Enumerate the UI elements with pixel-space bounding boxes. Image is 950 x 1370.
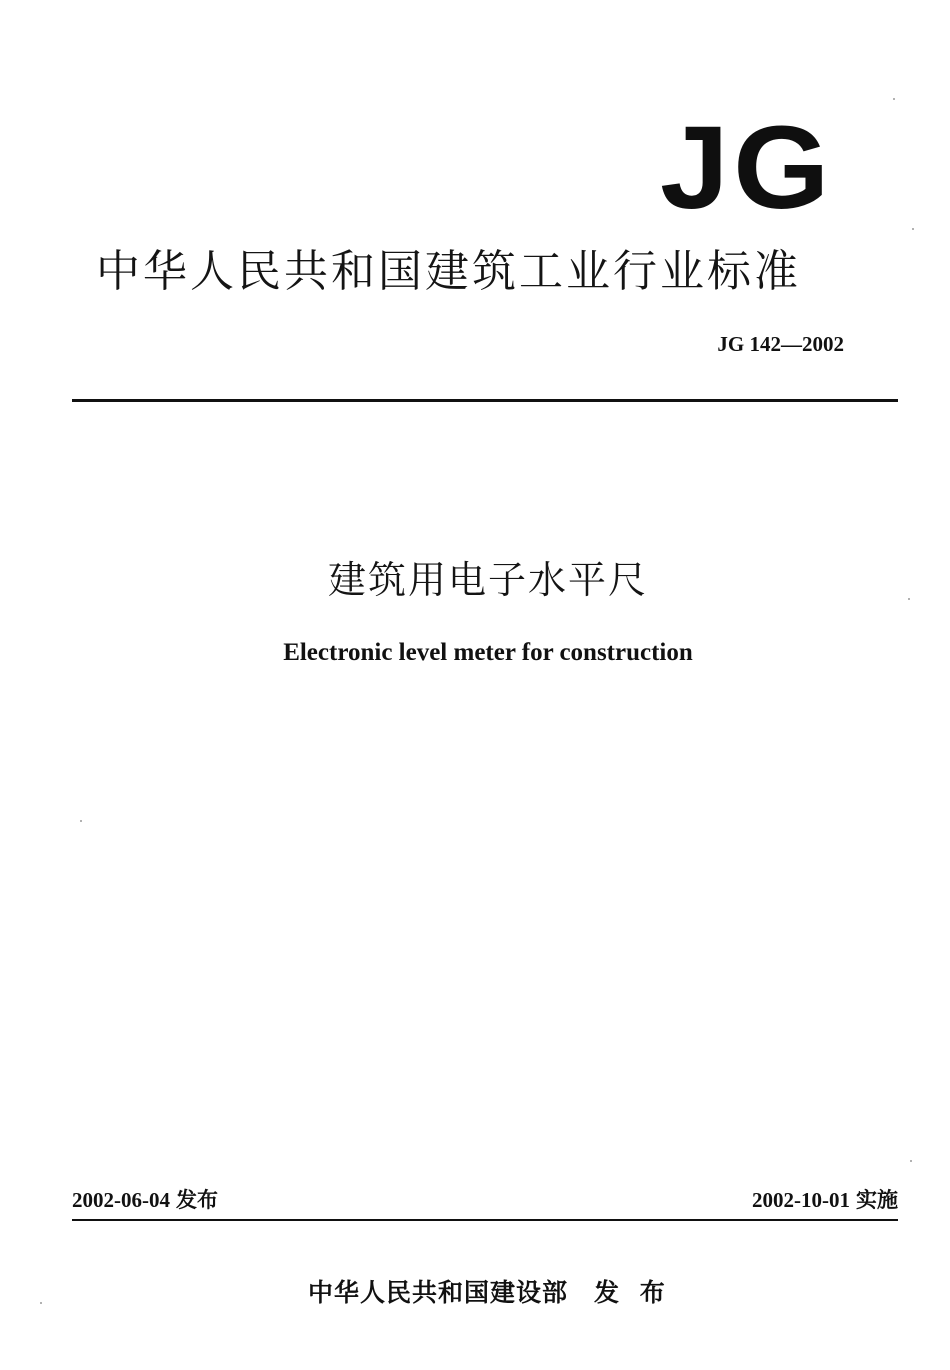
top-divider bbox=[72, 399, 898, 402]
scan-speck bbox=[910, 1160, 912, 1162]
scan-speck bbox=[908, 598, 910, 600]
effective-date: 2002-10-01 bbox=[752, 1188, 850, 1212]
issue-date-block bbox=[72, 1186, 218, 1214]
scan-speck bbox=[893, 98, 895, 100]
issuing-category-title: 中华人民共和国建筑工业行业标准 bbox=[96, 246, 801, 297]
jg-logo: JG bbox=[660, 102, 834, 234]
publisher-line bbox=[308, 1276, 671, 1310]
issue-label: 发布 bbox=[176, 1188, 218, 1212]
document-title-chinese: 建筑用电子水平尺 bbox=[327, 558, 648, 602]
scan-speck bbox=[912, 228, 914, 230]
effective-date-block bbox=[752, 1186, 898, 1214]
issue-date: 2002-06-04 bbox=[72, 1188, 170, 1212]
effective-label: 实施 bbox=[856, 1188, 898, 1212]
publisher-name: 中华人民共和国建设部 bbox=[308, 1278, 569, 1307]
scan-speck bbox=[40, 1302, 42, 1304]
bottom-divider bbox=[72, 1219, 898, 1221]
publisher-label: 发 布 bbox=[594, 1278, 671, 1307]
standard-code: JG 142—2002 bbox=[717, 332, 844, 356]
scan-speck bbox=[80, 820, 82, 822]
document-title-english: Electronic level meter for construction bbox=[283, 639, 693, 666]
